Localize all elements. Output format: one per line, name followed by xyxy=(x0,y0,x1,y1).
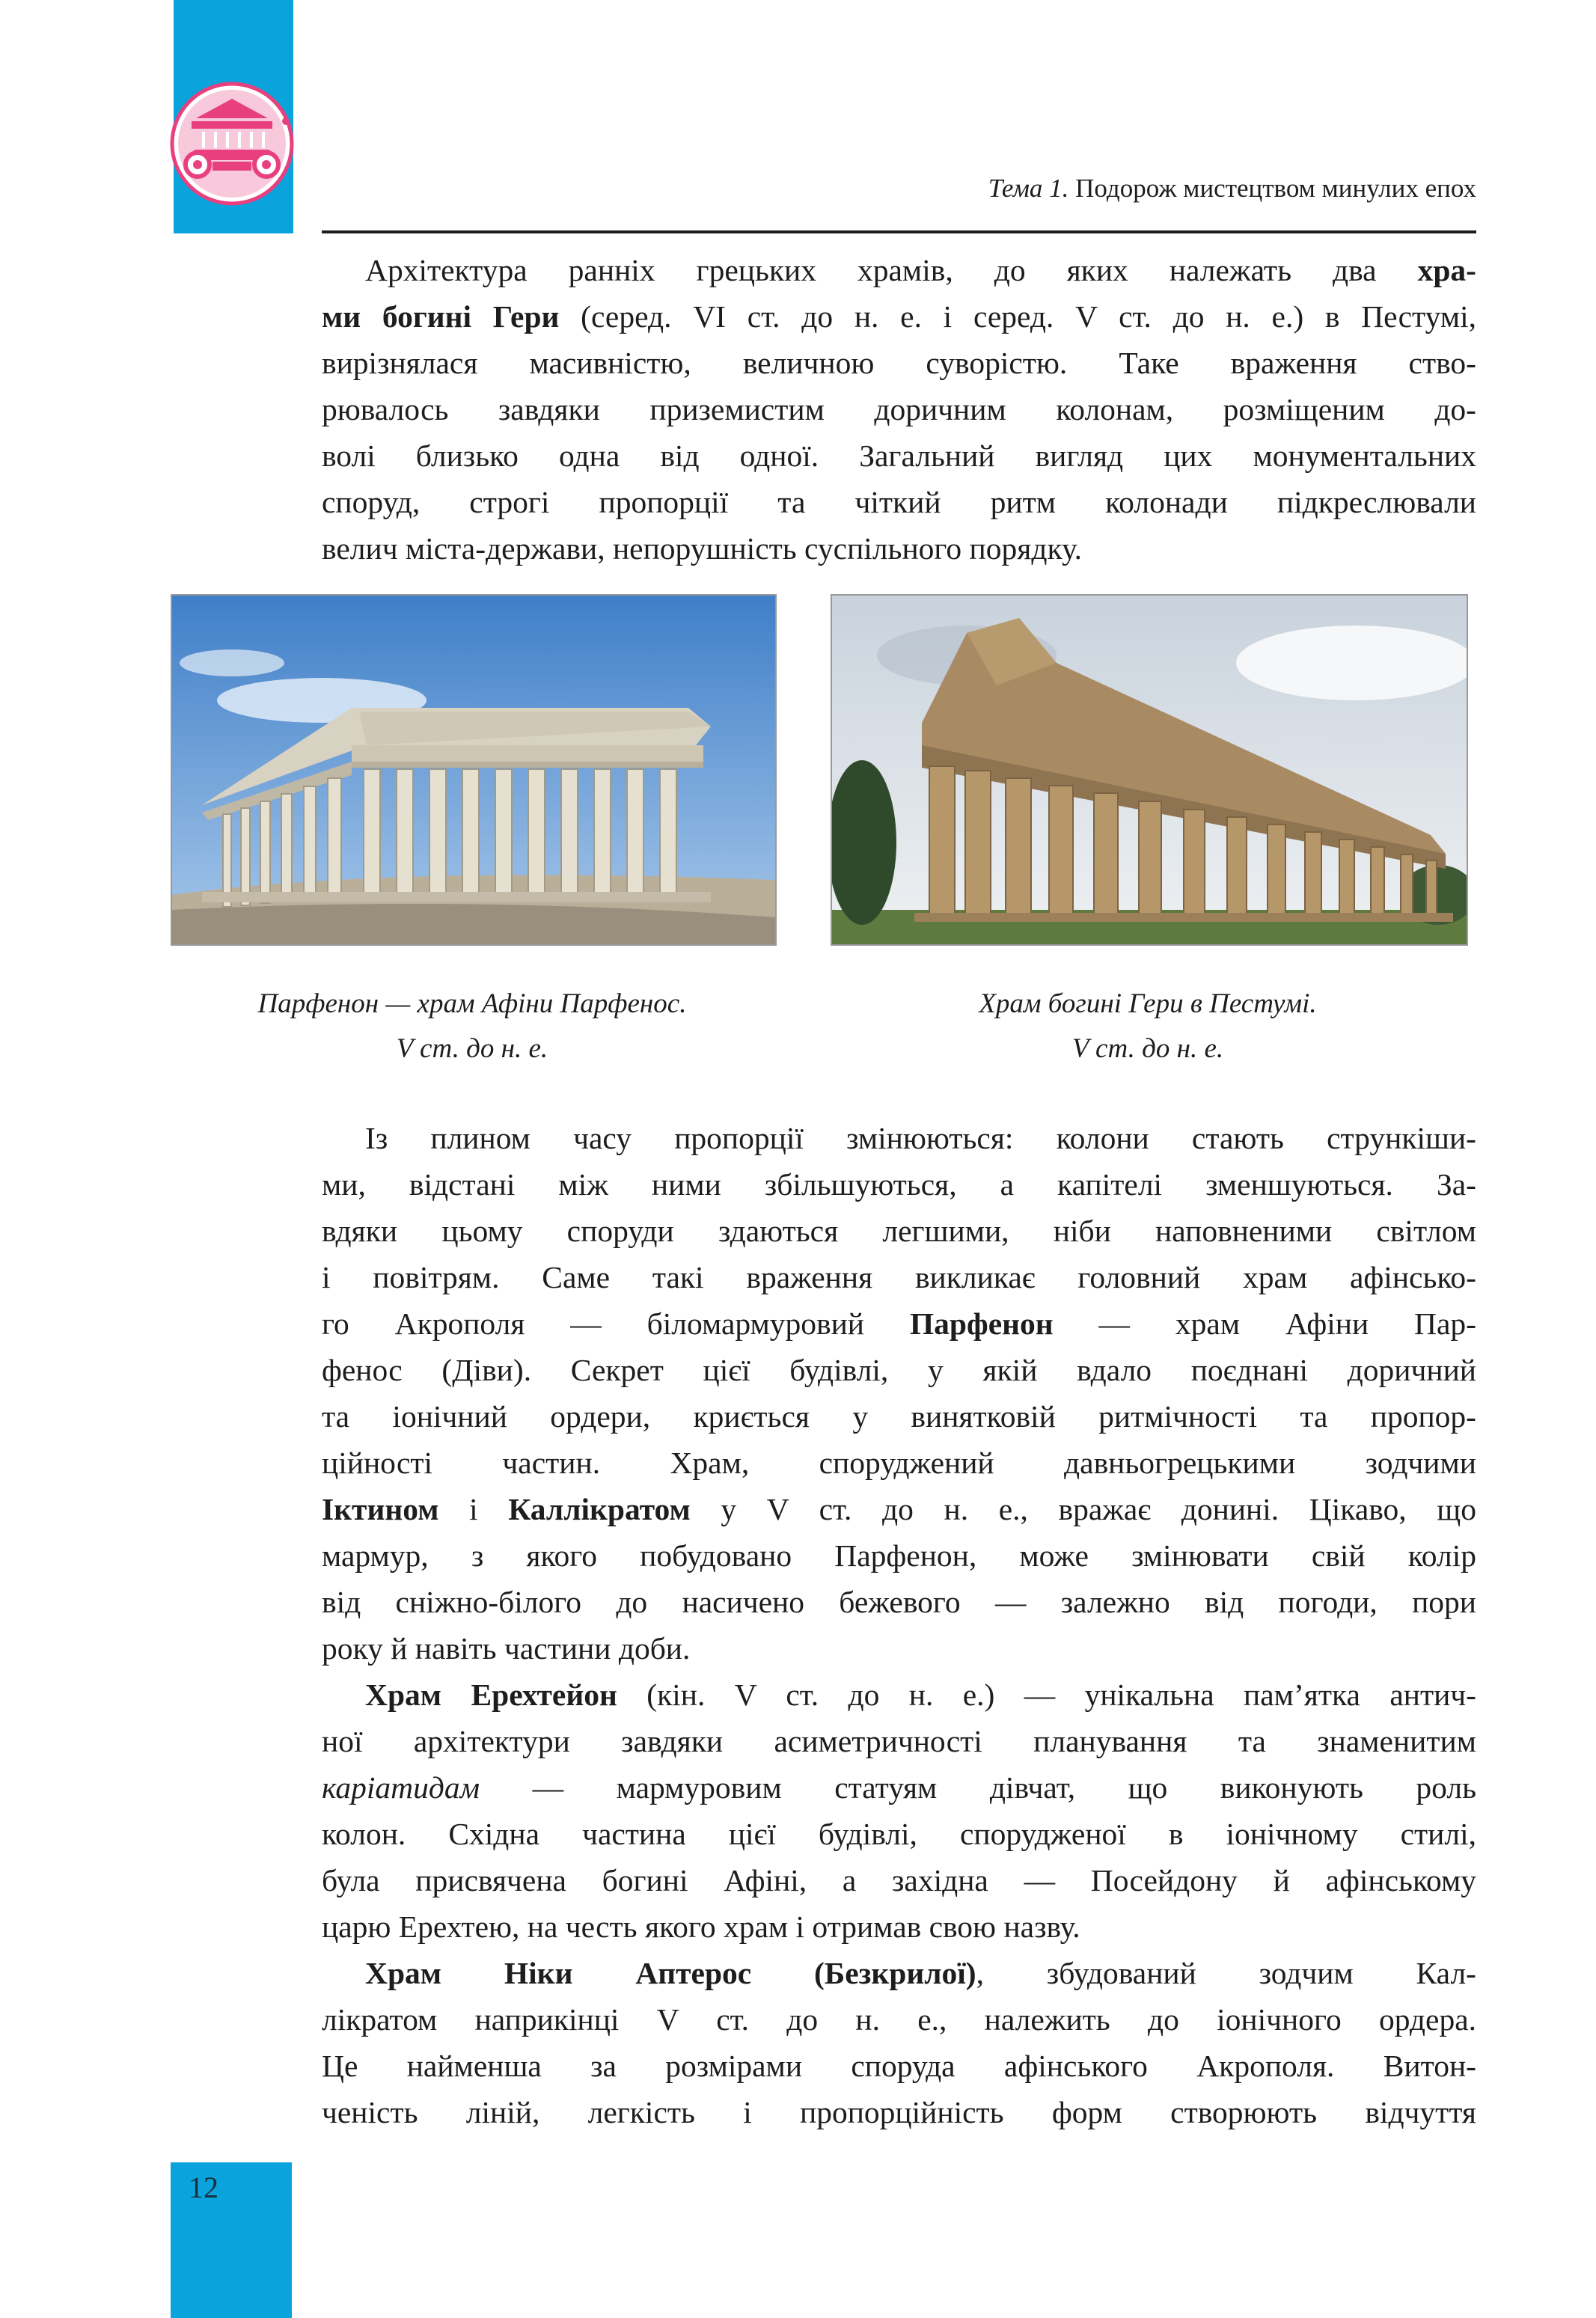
text-line xyxy=(322,1347,1476,1393)
text-run: року й навіть частини доби. xyxy=(322,1631,691,1666)
text-line xyxy=(322,1857,1476,1903)
page-number: 12 xyxy=(189,2171,218,2204)
text-run: Парфенон xyxy=(909,1306,1054,1341)
text-line xyxy=(322,1625,1476,1672)
text-line xyxy=(322,1903,1476,1950)
caption-line: Храм богині Гери в Пестумі. xyxy=(979,988,1317,1019)
text-run: (серед. VI ст. до н. е. і серед. V ст. до н. е.) в Пестумі, xyxy=(559,299,1476,334)
text-line xyxy=(322,1161,1476,1208)
text-line xyxy=(322,293,1476,340)
text-line xyxy=(322,247,1476,293)
parthenon-photo xyxy=(171,594,777,946)
text-run: , збудований зодчим Кал- xyxy=(976,1956,1476,1990)
text-line xyxy=(322,1996,1476,2043)
text-line xyxy=(322,1579,1476,1625)
text-run: та іонічний ордери, криється у винятковій ритмічності та пропор- xyxy=(322,1399,1476,1434)
text-line xyxy=(322,1254,1476,1300)
paragraph-parthenon xyxy=(322,1115,1476,1672)
text-run: ми богині Гери xyxy=(322,299,560,334)
text-run: Іктином xyxy=(322,1492,439,1526)
text-run: (кін. V ст. до н. е.) — унікальна пам’ятка антич- xyxy=(617,1678,1476,1712)
hera-temple-caption xyxy=(831,982,1465,1071)
text-run: Це найменша за розмірами споруда афінського Акрополя. Витон- xyxy=(322,2049,1476,2083)
text-run: царю Ерехтею, на честь якого храм і отримав свою назву. xyxy=(322,1909,1080,1944)
text-run: ми, відстані між ними збільшуються, а капітелі зменшуються. За- xyxy=(322,1167,1476,1202)
text-run: — мармуровим статуям дівчат, що виконують роль xyxy=(480,1770,1476,1805)
text-run: споруд, строгі пропорції та чіткий ритм колонади підкреслювали xyxy=(322,485,1476,519)
text-run: — храм Афіни Пар- xyxy=(1053,1306,1476,1341)
hera-temple-paestum-photo xyxy=(831,594,1468,946)
text-line xyxy=(322,1393,1476,1440)
text-run: Із плином часу пропорції змінюються: колони стають стрункіши- xyxy=(365,1121,1476,1155)
text-run: го Акрополя — біломармуровий xyxy=(322,1306,910,1341)
header-rule xyxy=(322,230,1476,233)
text-line xyxy=(322,2089,1476,2135)
text-run: вдяки цьому споруди здаються легшими, ніби наповненими світлом xyxy=(322,1214,1476,1248)
text-run: Храм Ніки Аптерос (Безкрилої) xyxy=(365,1956,976,1990)
text-run: у V ст. до н. е., вражає донині. Цікаво, що xyxy=(690,1492,1476,1526)
text-run: мармур, з якого побудовано Парфенон, може змінювати свій колір xyxy=(322,1538,1476,1573)
text-line xyxy=(322,1440,1476,1486)
text-run: фенос (Діви). Секрет цієї будівлі, у якій вдало поєднані доричний xyxy=(322,1353,1476,1387)
text-line xyxy=(322,1300,1476,1347)
text-run: ної архітектури завдяки асиметричності планування та знаменитим xyxy=(322,1724,1476,1758)
text-run: і повітрям. Саме такі враження викликає головний храм афінсько- xyxy=(322,1260,1476,1294)
text-run: Архітектура ранніх грецьких храмів, до яких належать два xyxy=(365,253,1418,287)
caption-line: V ст. до н. е. xyxy=(396,1033,548,1064)
running-head xyxy=(988,174,1476,204)
caption-line: V ст. до н. е. xyxy=(1071,1033,1224,1064)
text-run: велич міста-держави, непорушність суспільного порядку. xyxy=(322,531,1083,566)
text-run: ційності частин. Храм, споруджений давньогрецькими зодчими xyxy=(322,1446,1476,1480)
text-line xyxy=(322,1486,1476,1532)
text-line xyxy=(322,1532,1476,1579)
topic-title: Подорож мистецтвом минулих епох xyxy=(1075,174,1476,203)
text-run: від сніжно-білого до насичено бежевого — залежно від погоди, пори xyxy=(322,1585,1476,1619)
text-line xyxy=(322,1208,1476,1254)
text-run: і xyxy=(438,1492,509,1526)
text-line xyxy=(322,525,1476,572)
text-run: хра- xyxy=(1417,253,1476,287)
text-line xyxy=(322,386,1476,432)
text-run: була присвячена богині Афіні, а західна — Посейдону й афінському xyxy=(322,1863,1476,1897)
text-run: лікратом наприкінці V ст. до н. е., належить до іонічного ордера. xyxy=(322,2002,1476,2037)
text-run: каріатидам xyxy=(322,1770,480,1805)
text-line xyxy=(322,432,1476,479)
text-line xyxy=(322,1950,1476,1996)
text-line xyxy=(322,1672,1476,1718)
paragraph-hera-temples xyxy=(322,247,1476,572)
text-line xyxy=(322,340,1476,386)
text-run: вирізнялася масивністю, величною суворістю. Таке враження ство- xyxy=(322,346,1476,380)
text-run: колон. Східна частина цієї будівлі, спорудженої в іонічному стилі, xyxy=(322,1817,1476,1851)
text-run: рювалось завдяки приземистим доричним колонам, розміщеним до- xyxy=(322,392,1476,426)
text-line xyxy=(322,1764,1476,1811)
text-line xyxy=(322,1115,1476,1161)
paragraph-nike-apteros xyxy=(322,1950,1476,2135)
text-line xyxy=(322,479,1476,525)
ionic-capital-logo-icon xyxy=(166,76,301,211)
text-run: волі близько одна від одної. Загальний вигляд цих монументальних xyxy=(322,438,1476,473)
text-run: Каллікратом xyxy=(508,1492,691,1526)
text-line xyxy=(322,2043,1476,2089)
text-run: ченість ліній, легкість і пропорційність форм створюють відчуття xyxy=(322,2095,1476,2129)
parthenon-caption xyxy=(171,982,774,1071)
paragraph-erechtheion xyxy=(322,1672,1476,1950)
caption-line: Парфенон — храм Афіни Парфенос. xyxy=(257,988,687,1019)
text-line xyxy=(322,1811,1476,1857)
topic-label: Тема 1. xyxy=(988,174,1069,203)
text-run: Храм Ерехтейон xyxy=(365,1678,617,1712)
text-line xyxy=(322,1718,1476,1764)
